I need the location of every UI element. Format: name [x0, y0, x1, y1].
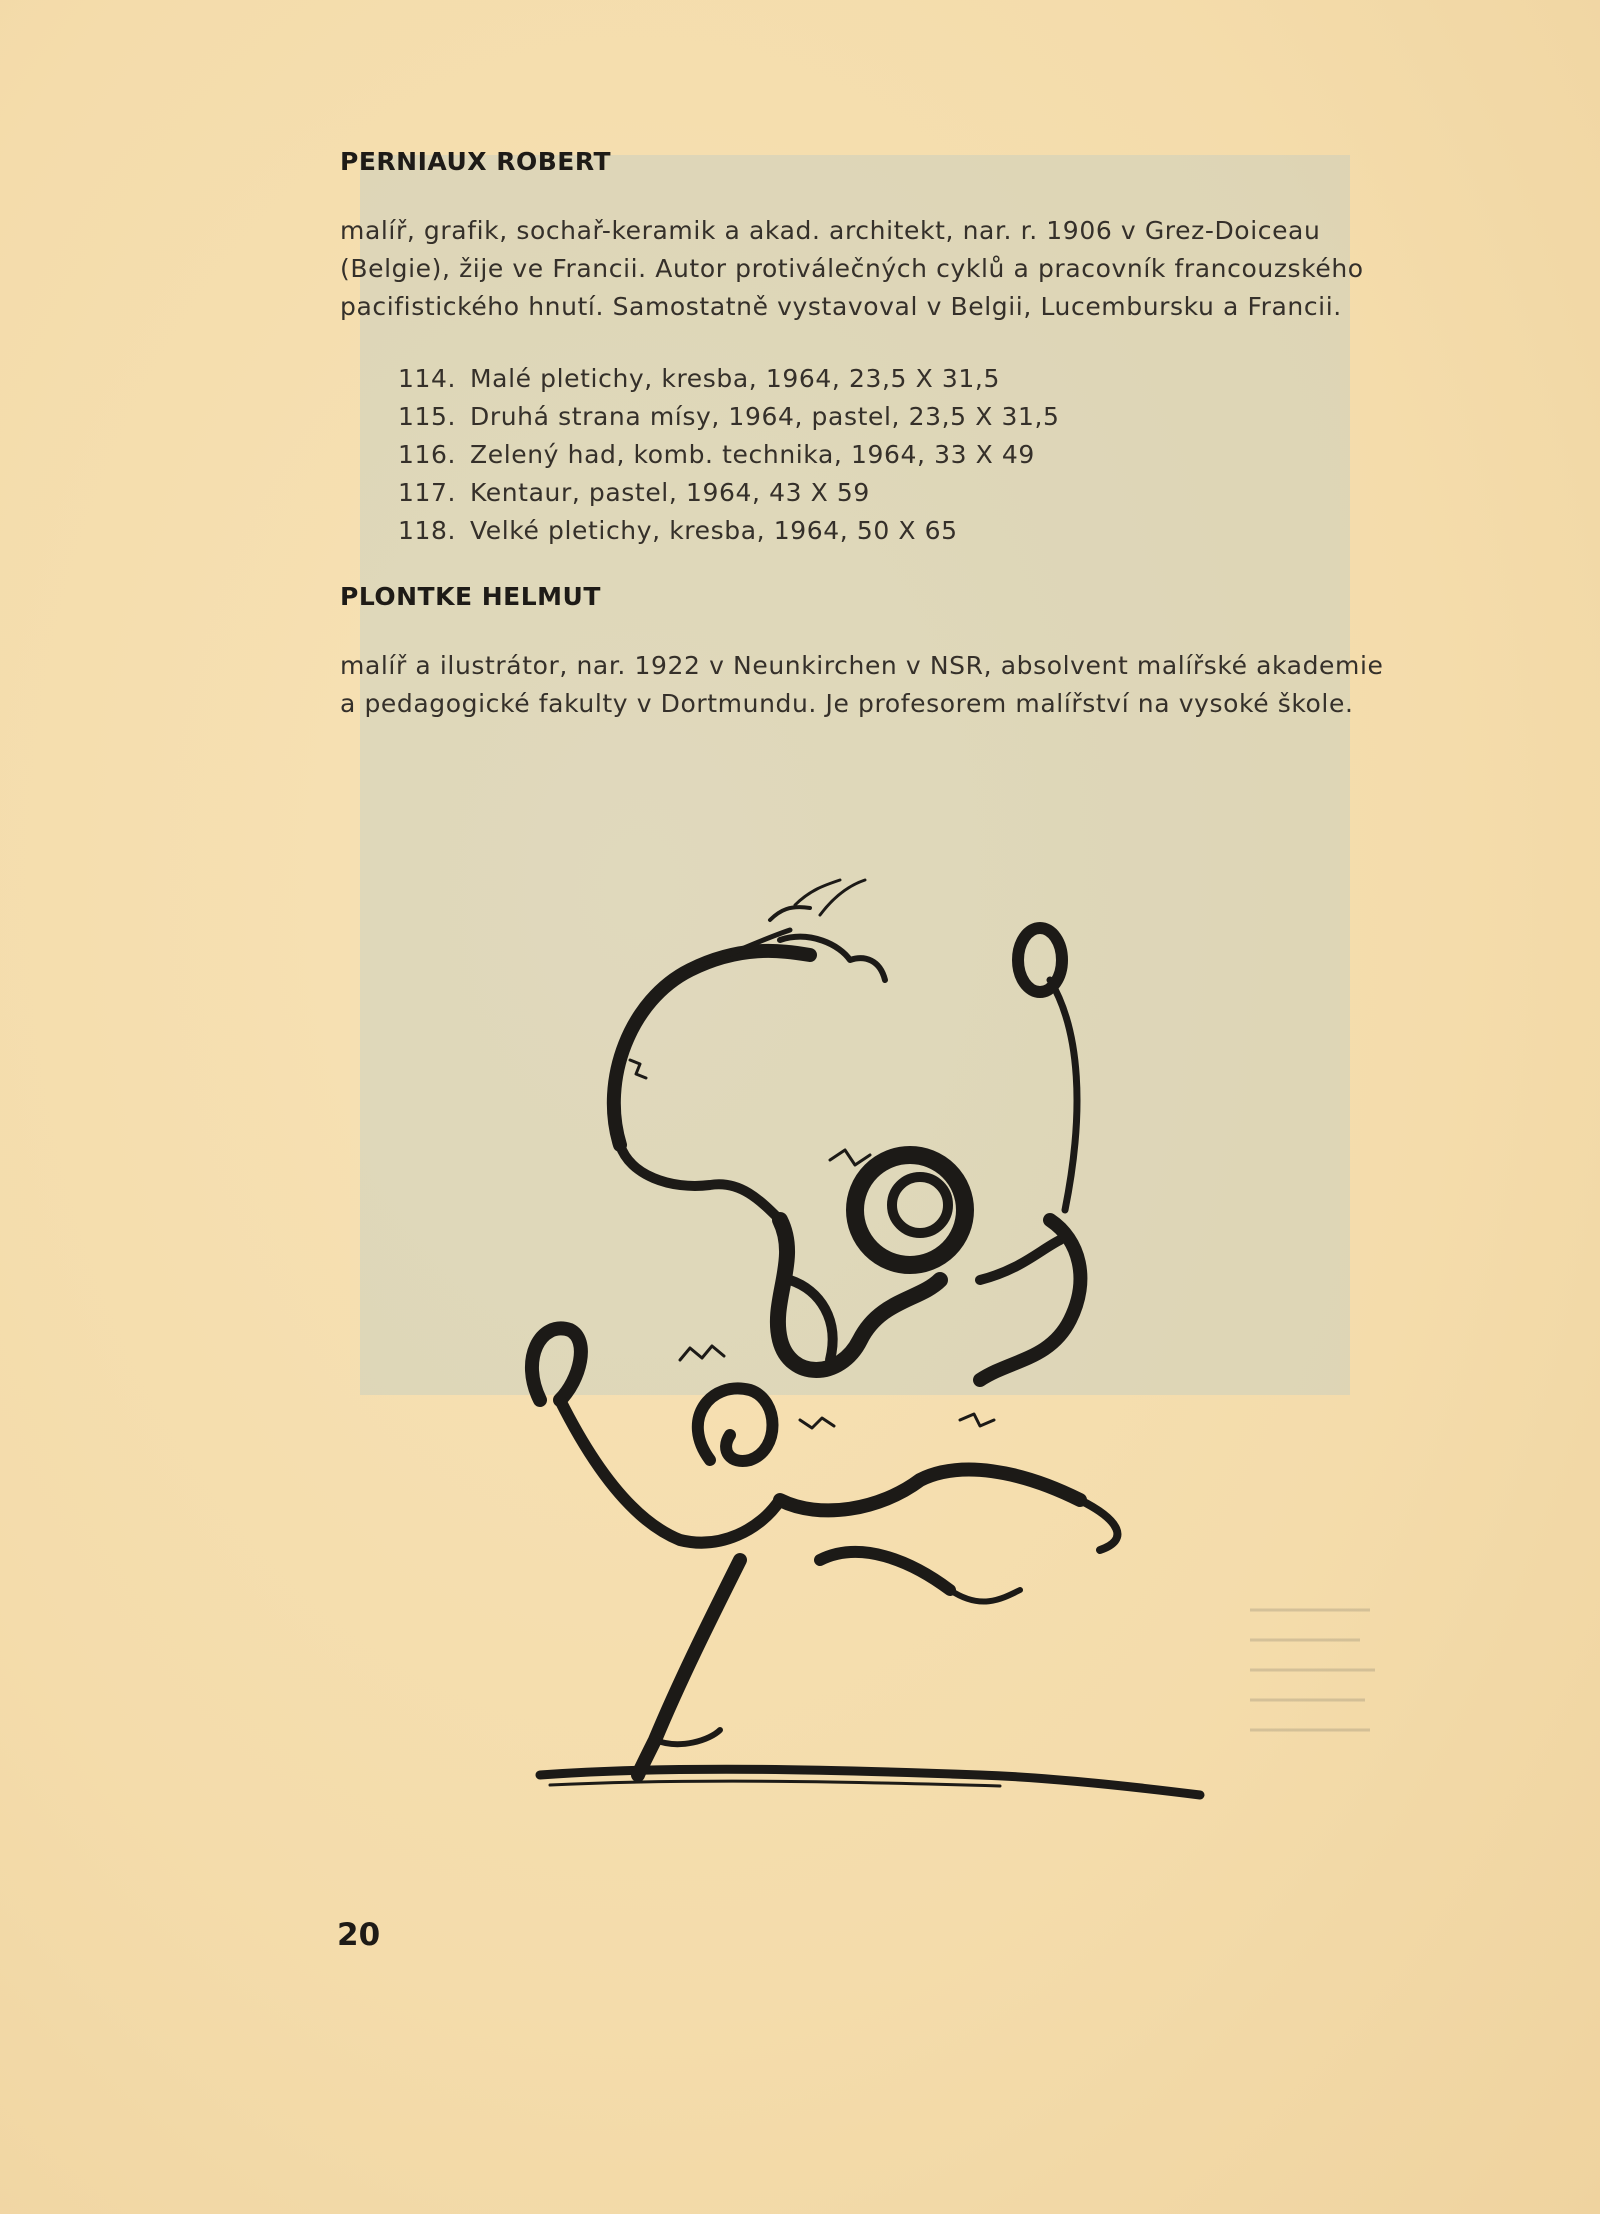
work-title: Druhá strana mísy, 1964, pastel, 23,5 X 31,5	[470, 402, 1060, 431]
work-item	[398, 512, 1060, 550]
artist-name-perniaux: PERNIAUX ROBERT	[340, 147, 612, 176]
work-number: 117.	[398, 478, 457, 507]
page-number: 20	[337, 1917, 381, 1953]
bleed-through-texture	[1250, 1600, 1390, 1760]
bio-line: pacifistického hnutí. Samostatně vystavoval v Belgii, Lucembursku a Francii.	[340, 292, 1342, 321]
work-item	[398, 398, 1060, 436]
works-list	[398, 360, 1060, 550]
work-title: Velké pletichy, kresba, 1964, 50 X 65	[470, 516, 958, 545]
artist-bio-perniaux	[340, 212, 1364, 326]
work-item	[398, 474, 1060, 512]
bio-line: (Belgie), žije ve Francii. Autor protiválečných cyklů a pracovník francouzského	[340, 254, 1364, 283]
work-number: 118.	[398, 516, 457, 545]
bio-line: malíř, grafik, sochař-keramik a akad. architekt, nar. r. 1906 v Grez-Doiceau	[340, 216, 1321, 245]
work-item	[398, 360, 1060, 398]
work-title: Kentaur, pastel, 1964, 43 X 59	[470, 478, 870, 507]
work-item	[398, 436, 1060, 474]
artist-bio-plontke	[340, 647, 1384, 723]
artist-name-plontke: PLONTKE HELMUT	[340, 582, 601, 611]
work-number: 116.	[398, 440, 457, 469]
bio-line: a pedagogické fakulty v Dortmundu. Je profesorem malířství na vysoké škole.	[340, 689, 1354, 718]
work-title: Zelený had, komb. technika, 1964, 33 X 49	[470, 440, 1035, 469]
work-number: 114.	[398, 364, 457, 393]
work-title: Malé pletichy, kresba, 1964, 23,5 X 31,5	[470, 364, 1000, 393]
ink-drawing-illustration	[480, 860, 1220, 1820]
bio-line: malíř a ilustrátor, nar. 1922 v Neunkirchen v NSR, absolvent malířské akademie	[340, 651, 1384, 680]
work-number: 115.	[398, 402, 457, 431]
